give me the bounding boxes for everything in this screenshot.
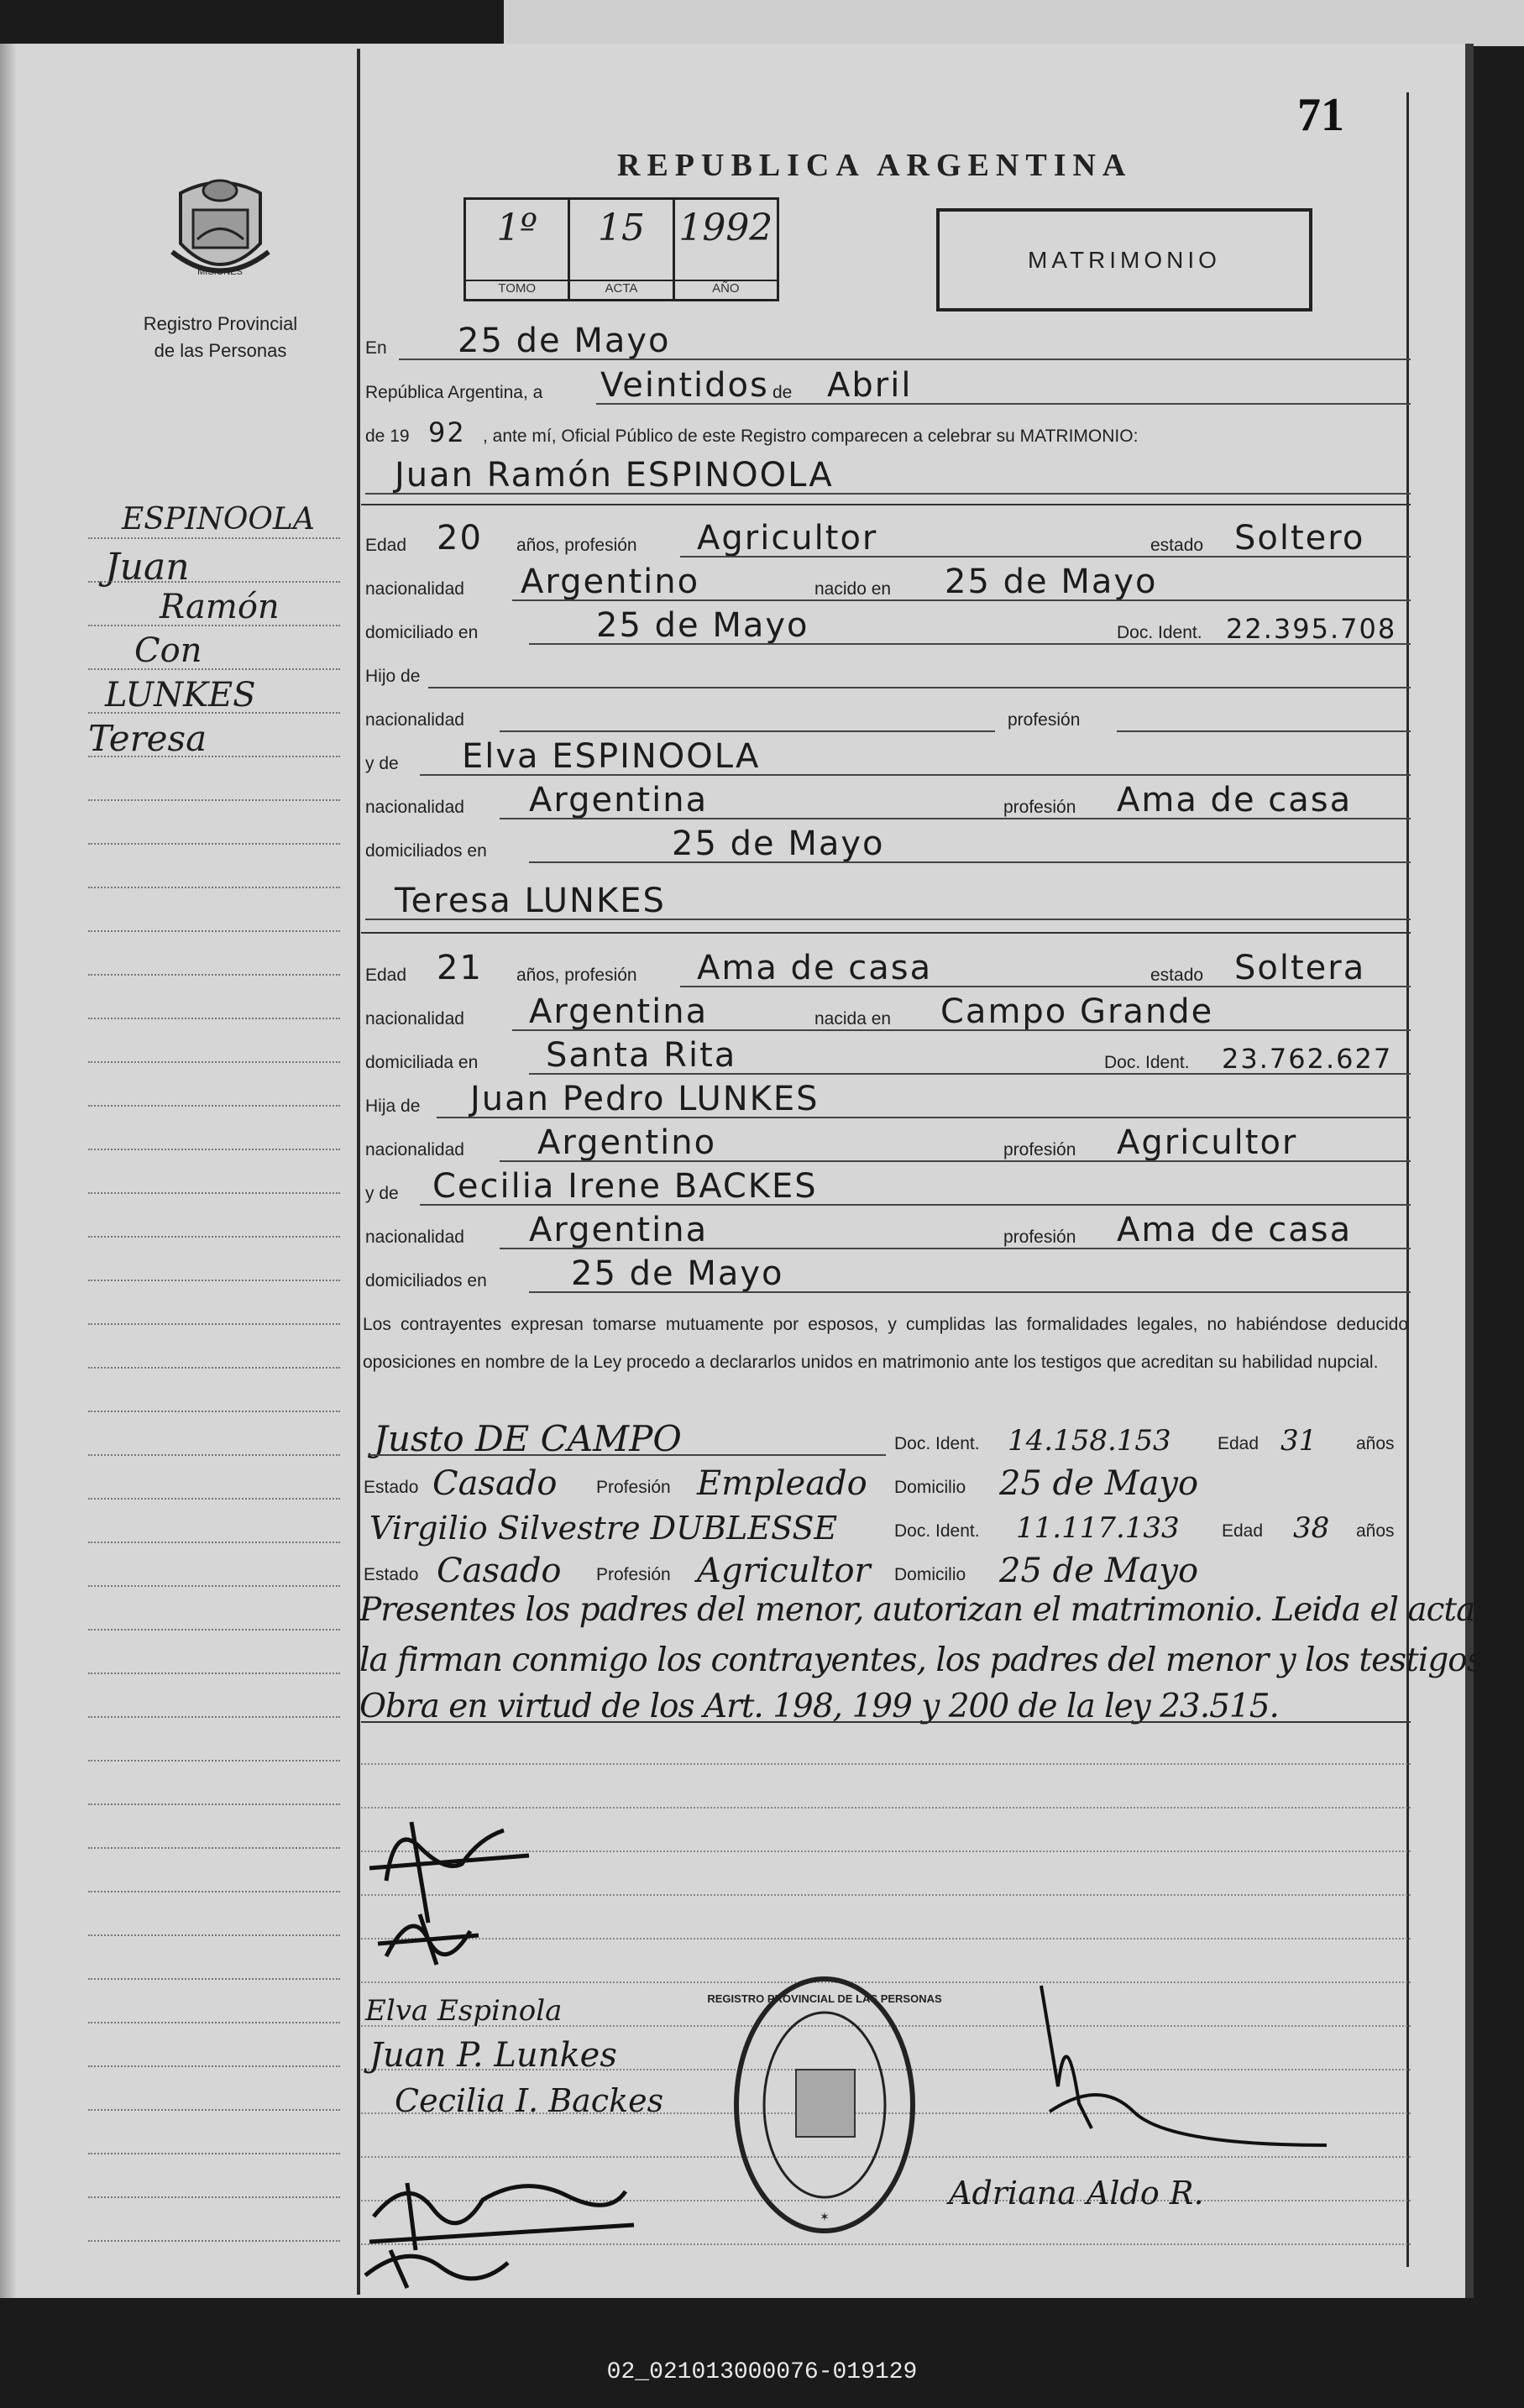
groom-parents-dom: 25 de Mayo [672,824,885,863]
bride-mother-nat-row [361,1212,1411,1254]
born-label: nacido en [814,579,892,599]
margin-ruled-line [88,2153,340,2154]
groom-domicile: 25 de Mayo [596,606,809,645]
bride-profession: Ama de casa [697,949,933,987]
margin-ruled-line [88,1847,340,1849]
groom-doc: 22.395.708 [1226,613,1397,645]
margin-ruled-line [88,1760,340,1762]
witness1-detail-row [361,1463,1411,1505]
witness2-estado: Casado [437,1552,562,1590]
domicile-label: domiciliados en [365,841,487,861]
estado-label: estado [1150,966,1204,985]
margin-name-surname-bride: LUNKES [105,676,256,715]
margin-ruled-line [88,843,340,845]
domicile-label: Domicilio [894,1478,966,1497]
note-line-3: Obra en virtud de los Art. 198, 199 y 200 de la ley 23.515. [359,1688,1279,1725]
bride-age: 21 [437,949,483,987]
witness1-row [361,1419,1411,1461]
groom-mother-nat: Argentina [529,781,709,819]
bride-nat-row [361,994,1411,1036]
witness2-age: 38 [1293,1511,1330,1545]
witness2-doc: 11.117.133 [1016,1511,1180,1545]
bride-dom-row [361,1038,1411,1080]
groom-name-row [361,458,1411,500]
bride-name-row [361,883,1411,925]
margin-ruled-line [88,930,340,932]
profession-label: Profesión [596,1478,671,1497]
groom-parents-dom-row [361,826,1411,868]
groom-age-row [361,521,1411,563]
section-divider [361,504,1411,505]
margin-ruled-line [88,537,340,539]
margin-ruled-line [88,2240,340,2242]
bride-estado: Soltera [1234,949,1366,987]
domicile-label: domiciliados en [365,1271,487,1290]
underline [365,919,1411,920]
section-divider [361,932,1411,934]
en-label: En [365,338,387,358]
y-de-label: y de [365,754,399,773]
margin-ruled-line [88,1891,340,1892]
margin-ruled-line [88,2109,340,2111]
groom-signature-icon [361,1788,563,1973]
underline [1117,730,1411,732]
margin-ruled-line [88,1236,340,1238]
note-line-1: Presentes los padres del menor, autorizan el matrimonio. Leida el acta [359,1591,1475,1629]
bride-father-prof: Agricultor [1117,1123,1298,1162]
margin-ruled-line [88,756,340,757]
footer-id: 02_021013000076-019129 [606,2359,918,2385]
margin-ruled-line [88,1149,340,1150]
de-label: de [772,383,793,402]
bride-mother-prof: Ama de casa [1117,1211,1353,1249]
anio-value: 1992 [678,207,773,249]
groom-mother-row [361,739,1411,781]
country-title: REPUBLICA ARGENTINA [617,148,1133,183]
groom-profession: Agricultor [697,519,878,558]
republic-label: República Argentina, a [365,383,543,402]
bride-mother-row [361,1169,1411,1211]
age-label: Edad [365,966,407,985]
groom-father-nat-row [361,695,1411,737]
acta-value: 15 [597,207,645,249]
witness1-profession: Empleado [697,1464,867,1503]
margin-ruled-line [88,1105,340,1107]
provincial-seal-icon [168,172,273,285]
doc-label: Doc. Ident. [1117,623,1202,642]
age-label: Edad [1222,1521,1264,1541]
day-value: Veintidos [600,366,769,405]
profession-label: profesión [1008,710,1081,730]
notes-divider [361,1721,1411,1723]
svg-text:✶: ✶ [820,2210,830,2223]
margin-ruled-line [88,2065,340,2067]
bride-age-row [361,950,1411,992]
underline [500,730,995,732]
underline [529,861,1411,863]
groom-father-row [361,652,1411,694]
margin-ruled-line [88,1498,340,1500]
underline [369,1454,886,1456]
bride-doc: 23.762.627 [1222,1043,1393,1075]
margin-divider [357,49,360,2295]
witness1-estado: Casado [432,1464,558,1503]
margin-ruled-line [88,1280,340,1281]
witness2-domicile: 25 de Mayo [999,1552,1199,1590]
groom-mother-nat-row [361,783,1411,824]
margin-ruled-line [88,1585,340,1587]
officer-name: Adriana Aldo R. [949,2175,1204,2212]
acta-cell [570,200,674,299]
nationality-label: nacionalidad [365,1140,464,1160]
margin-ruled-line [88,1803,340,1805]
witness1-name: Justo DE CAMPO [374,1418,682,1459]
margin-name-con: Con [134,631,202,670]
underline [428,687,1411,688]
underline [437,1117,1411,1118]
witness1-age: 31 [1280,1424,1317,1458]
officer-text: , ante mí, Oficial Público de este Registro comparecen a celebrar su MATRIMONIO: [483,427,1139,446]
nationality-label: nacionalidad [365,1228,464,1247]
margin-ruled-line [88,1542,340,1543]
witness-signatures-icon [357,2158,676,2292]
place-row [361,323,1411,365]
profession-label: años, profesión [516,966,637,985]
age-label: Edad [1218,1434,1260,1453]
underline [500,818,1411,819]
margin-ruled-line [88,668,340,670]
underline [529,643,1411,645]
tomo-cell [466,200,570,299]
tomo-label: TOMO [466,280,568,296]
margin-ruled-line [88,799,340,801]
margin-name-first-groom: Juan [105,546,190,589]
bride-mother-nat: Argentina [529,1211,709,1249]
underline [512,1029,1411,1031]
margin-ruled-line [88,1934,340,1936]
book-spine [0,44,17,2298]
groom-nat-row [361,564,1411,606]
margin-name-surname-groom: ESPINOOLA [122,502,315,537]
underline [529,1073,1411,1075]
groom-name: Juan Ramón ESPINOOLA [395,456,834,495]
margin-ruled-line [88,1411,340,1412]
domicile-label: domiciliado en [365,623,479,642]
domicile-label: domiciliada en [365,1053,479,1072]
groom-born: 25 de Mayo [945,563,1158,601]
bride-domicile: Santa Rita [546,1036,737,1075]
groom-age: 20 [437,519,483,558]
witness1-domicile: 25 de Mayo [999,1464,1199,1503]
witness2-detail-row [361,1550,1411,1592]
underline [365,493,1411,495]
registration-box [463,197,779,301]
anio-label: AÑO [675,280,777,296]
profession-label: Profesión [596,1565,671,1584]
witness2-row [361,1506,1411,1548]
daughter-label: Hija de [365,1097,421,1116]
margin-ruled-line [88,974,340,976]
seal-text: MISIONES [197,267,243,277]
groom-estado: Soltero [1234,519,1365,558]
margin-ruled-line [88,2196,340,2198]
bride-parents-dom-row [361,1256,1411,1298]
margin-ruled-line [88,1629,340,1631]
declaration-text: Los contrayentes expresan tomarse mutuamente por esposos, y cumplidas las formalidades legales, no habiéndose deducido oposiciones en nombre de la Ley procedo a declararlos unidos en matrimonio ante los testigos que acreditan su habilidad nupcial. [363,1315,1408,1372]
underline [529,1291,1411,1293]
bride-father-row [361,1081,1411,1123]
profession-label: años, profesión [516,536,637,555]
bride-nationality: Argentina [529,992,709,1031]
bride-mother: Cecilia Irene BACKES [432,1167,818,1206]
doc-label: Doc. Ident. [894,1521,980,1541]
years-label: años [1356,1434,1395,1453]
underline [596,403,1411,405]
background-strip [504,0,1524,46]
margin-ruled-line [88,1192,340,1194]
underline [420,774,1411,776]
underline [512,599,1411,601]
doc-label: Doc. Ident. [1104,1053,1190,1072]
nationality-label: nacionalidad [365,1009,464,1029]
record-type-box: MATRIMONIO [936,208,1312,311]
underline [420,1204,1411,1206]
margin-ruled-line [88,712,340,714]
underline [399,359,1411,360]
bride-name: Teresa LUNKES [395,882,666,920]
page-number: 71 [1297,89,1344,141]
age-label: Edad [365,536,407,555]
signature-mother-bride: Cecilia I. Backes [395,2082,664,2119]
margin-ruled-line [88,625,340,626]
son-label: Hijo de [365,667,421,686]
nationality-label: nacionalidad [365,710,464,730]
domicile-label: Domicilio [894,1565,966,1584]
bride-father-nat-row [361,1125,1411,1167]
groom-mother: Elva ESPINOOLA [462,737,761,776]
margin-name-second-groom: Ramón [160,588,280,626]
margin-ruled-line [88,2022,340,2023]
margin-ruled-line [88,1978,340,1980]
underline [680,556,1411,558]
margin-ruled-line [88,1061,340,1063]
profession-label: profesión [1003,1140,1076,1160]
margin-name-first-bride: Teresa [88,718,207,759]
margin-ruled-line [88,1018,340,1019]
date-row [361,368,1411,410]
doc-label: Doc. Ident. [894,1434,980,1453]
years-label: años [1356,1521,1395,1541]
bride-father: Juan Pedro LUNKES [470,1080,820,1118]
stamp-text: REGISTRO PROVINCIAL DE LAS PERSONAS [707,1992,942,2005]
witness2-name: Virgilio Silvestre DUBLESSE [369,1510,838,1547]
bride-born: Campo Grande [940,992,1214,1031]
officer-row [361,411,1411,453]
year-prefix: de 19 [365,427,410,446]
underline [500,1248,1411,1249]
bride-father-nat: Argentino [537,1123,717,1162]
margin-ruled-line [88,581,340,583]
signature-mother-groom: Elva Espinola [365,1994,563,2028]
nationality-label: nacionalidad [365,798,464,817]
margin-ruled-line [88,1673,340,1674]
underline [500,1160,1411,1162]
y-de-label: y de [365,1184,399,1203]
estado-label: estado [1150,536,1204,555]
signature-father-bride: Juan P. Lunkes [369,2036,617,2075]
acta-label: ACTA [570,280,672,296]
profession-label: profesión [1003,798,1076,817]
registry-stamp-icon [707,1969,942,2242]
margin-ruled-line [88,1367,340,1369]
witness2-profession: Agricultor [697,1552,871,1590]
note-line-2: la firman conmigo los contrayentes, los padres del menor y los testigos. [359,1641,1493,1679]
margin-ruled-line [88,1716,340,1718]
groom-dom-row [361,608,1411,650]
body-ruled-line [361,1763,1411,1765]
groom-nationality: Argentino [521,563,700,601]
estado-label: Estado [364,1478,419,1497]
groom-mother-prof: Ama de casa [1117,781,1353,819]
month-value: Abril [827,366,913,405]
year-suffix: 92 [428,416,466,448]
estado-label: Estado [364,1565,419,1584]
margin-ruled-line [88,1454,340,1456]
nationality-label: nacionalidad [365,579,464,599]
place-value: 25 de Mayo [458,322,671,360]
witness1-doc: 14.158.153 [1008,1424,1171,1458]
tomo-value: 1º [496,207,537,249]
margin-ruled-line [88,1323,340,1325]
officer-signature-icon [932,1986,1327,2204]
bride-parents-dom: 25 de Mayo [571,1254,784,1293]
registry-label: Registro Provincial de las Personas [143,313,298,361]
margin-ruled-line [88,887,340,888]
underline [680,986,1411,987]
anio-cell [675,200,777,299]
born-label: nacida en [814,1009,892,1029]
profession-label: profesión [1003,1228,1076,1247]
